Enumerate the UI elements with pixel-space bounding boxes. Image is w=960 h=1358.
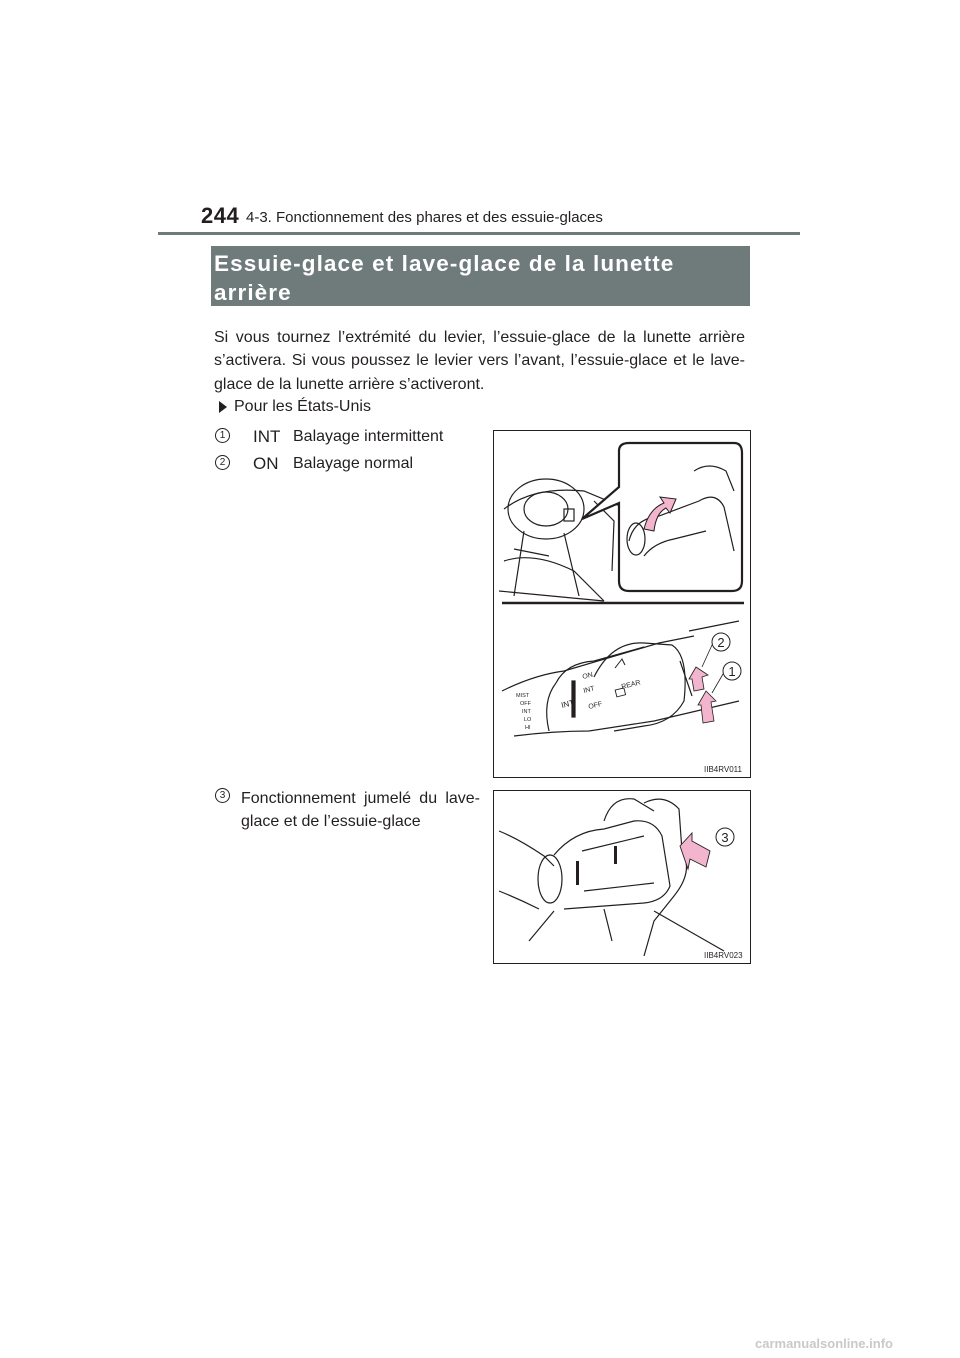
- arrow-on-icon: [689, 667, 708, 691]
- item-label-on: ON: [253, 454, 279, 473]
- item-number-3: 3: [215, 788, 230, 803]
- lever-rotate-illustration: [494, 431, 750, 777]
- front-label-hi: HI: [525, 725, 531, 731]
- triangle-bullet-icon: [219, 401, 227, 413]
- figure2-code: IIB4RV023: [704, 951, 743, 960]
- item-desc-1: Balayage intermittent: [293, 428, 444, 445]
- figure-lever-rotate: [493, 430, 751, 778]
- item-desc-3: Fonctionnement jumelé du lave-glace et de l’essuie-glace: [241, 790, 480, 830]
- item-desc-2: Balayage normal: [293, 455, 414, 472]
- front-label-int: INT: [522, 709, 531, 715]
- rear-label-off: OFF: [587, 700, 604, 711]
- page-number: 244: [201, 203, 240, 228]
- figure1-code: IIB4RV011: [704, 765, 742, 774]
- front-label-mist: MIST: [516, 693, 530, 699]
- front-label-lo: LO: [524, 717, 532, 723]
- watermark: carmanualsonline.info: [755, 1336, 893, 1351]
- figure-lever-push: [493, 790, 751, 964]
- rear-label-on: ON: [581, 671, 594, 681]
- header-rule: [158, 232, 800, 235]
- item-label-int: INT: [253, 427, 281, 446]
- ring-label-int: INT: [560, 698, 575, 710]
- callout-2-label: 2: [717, 635, 725, 650]
- region-bullet: [214, 398, 371, 416]
- push-arrow-icon: [680, 833, 710, 869]
- callout-1-label: 1: [728, 664, 736, 679]
- lever-tiny-markings: [576, 846, 617, 885]
- callout-3-label: 3: [721, 830, 729, 845]
- callout-1-leader: [712, 674, 723, 693]
- callout-2-leader: [702, 645, 712, 667]
- region-label: Pour les États-Unis: [234, 398, 371, 415]
- rear-label-int: INT: [582, 685, 596, 695]
- hand-pushing-lever: [499, 799, 724, 956]
- rear-word-label: REAR: [620, 679, 642, 691]
- rear-window-icon: [615, 688, 625, 697]
- section-header: 4-3. Fonctionnement des phares et des essuie-glaces: [246, 209, 603, 226]
- front-label-off: OFF: [520, 701, 531, 707]
- item-number-1: 1: [215, 428, 230, 443]
- intro-paragraph: Si vous tournez l’extrémité du levier, l’essuie-glace de la lunette arrière s’activera. Si vous poussez le levier vers l’avant, l’essuie-glace et le lave-glace de la lunette arrière s’activeront.: [214, 329, 745, 393]
- item-number-2: 2: [215, 455, 230, 470]
- zoom-bubble: [582, 443, 742, 591]
- section-title: Essuie-glace et lave-glace de la lunette arrière: [211, 246, 750, 306]
- washer-spray-icon: [615, 659, 625, 668]
- lever-push-illustration: [494, 791, 750, 963]
